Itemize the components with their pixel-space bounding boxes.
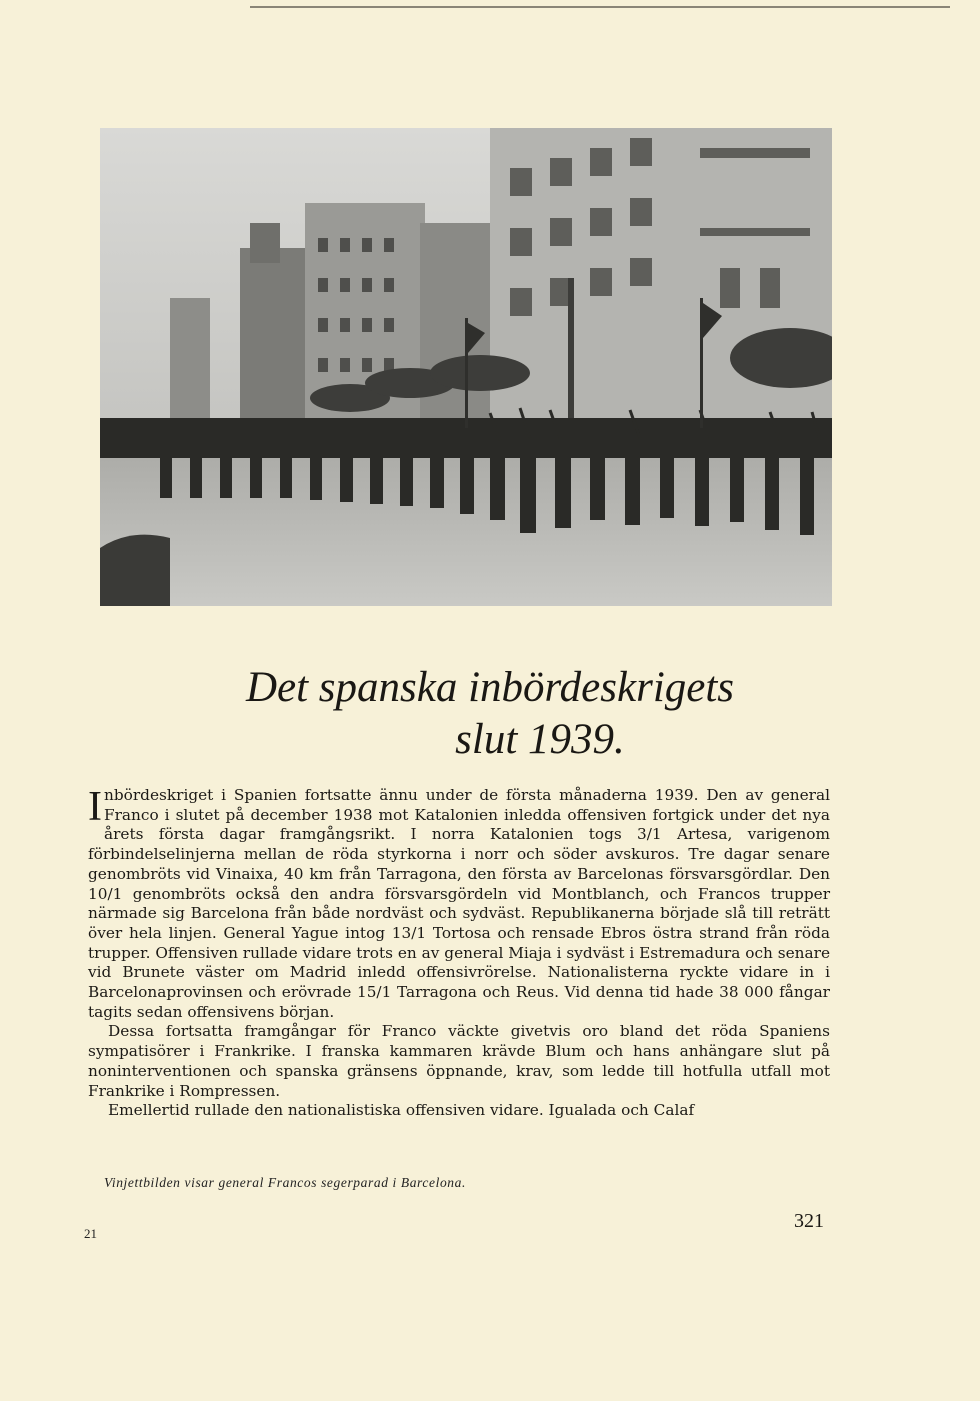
article-body: [88, 786, 830, 1121]
photo-caption: Vinjettbilden visar general Francos segerparad i Barcelona.: [104, 1175, 466, 1190]
article-title-line-2: slut 1939.: [455, 716, 625, 763]
article-title: [140, 662, 820, 766]
paragraph-1-text: nbördeskriget i Spanien fortsatte ännu under de första månaderna 1939. Den av general Franco i slutet på december 1938 mot Katalonien inledda offensiven fortgick under det nya årets första dagar framgångsrikt. I norra Katalonien togs 3/1 Artesa, varigenom förbindelselinjerna mellan de röda styrkorna i norr och söder avskuros. Tre dagar senare genombröts vid Vinaixa, 40 km från Tarragona, den första av Barcelonas försvarsgördlar. Den 10/1 genombröts också den andra försvarsgördeln vid Montblanch, och Francos trupper närmade sig Barcelona från både nordväst och sydväst. Republikanerna började slå till reträtt över hela linjen. General Yague intog 13/1 Tortosa och rensade Ebros östra strand från röda trupper. Offensiven rullade vidare trots en av general Miaja i sydväst i Estremadura och senare vid Brunete väster om Madrid inledd offensivrörelse. Nationalisterna ryckte vidare in i Barcelonaprovinsen och erövrade 15/1 Tarragona och Reus. Vid denna tid hade 38 000 fångar tagits sedan offensivens början.: [88, 786, 830, 1021]
paragraph-1: [88, 786, 830, 1022]
paragraph-3: Emellertid rullade den nationalistiska offensiven vidare. Igualada och Calaf: [108, 1101, 695, 1120]
parade-photo-illustration: [100, 128, 832, 606]
paragraph-2: Dessa fortsatta framgångar för Franco väckte givetvis oro bland det röda Spaniens sympatisörer i Frankrike. I franska kammaren krävde Blum och hans anhängare slut på noninterventionen och spanska gränsens öppnande, krav, som ledde till hotfulla utfall mot Frankrike i Rompressen.: [88, 1022, 830, 1100]
parade-photo: [100, 128, 832, 606]
sheet-number: 21: [84, 1226, 97, 1241]
article-title-line-1: Det spanska inbördeskrigets: [245, 664, 735, 711]
page-edge-line: [250, 6, 950, 8]
page-number: 321: [794, 1210, 824, 1232]
drop-cap: I: [88, 784, 102, 830]
